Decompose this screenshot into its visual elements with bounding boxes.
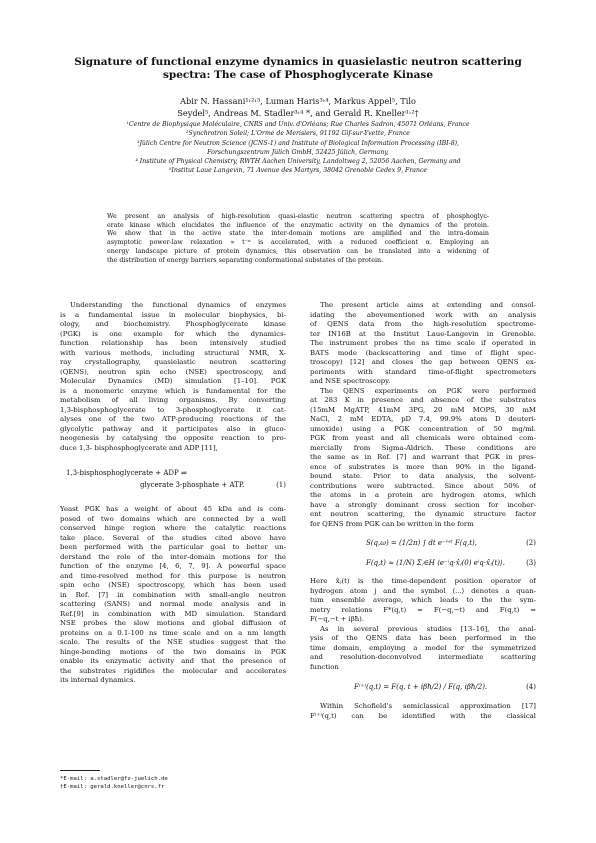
equation-line <box>60 479 286 491</box>
text-line: The QENS experiments on PGK were performed <box>320 386 536 395</box>
text-line: ence of substrates is more than 90% in the ligand- <box>310 462 536 471</box>
equation-1 <box>60 467 286 491</box>
body-paragraph-5 <box>310 702 536 721</box>
text-line: is a fundamental issue in molecular biophysics, bi- <box>60 310 286 319</box>
affiliation: ¹Centre de Biophysique Moléculaire, CNRS and Univ. d'Orléans; Rue Charles Sadron, 45071 Orléans, France <box>126 121 470 128</box>
text-line: the atoms in a protein are hydrogen atoms, which <box>310 491 536 499</box>
text-line: derstand the role of the inter-domain motions for the <box>60 552 286 561</box>
text-line: Within Schofield's semiclassical approximation [17] <box>320 702 536 710</box>
equation-number: (3) <box>526 559 536 567</box>
text-line: of QENS data from the high-resolution spectrome- <box>310 320 536 328</box>
text-line: NSE probes the slow motions and global diffusion of <box>60 619 286 627</box>
body-paragraph-3 <box>310 577 536 625</box>
text-line: ray crystallography, quasielastic neutron scattering <box>60 358 286 366</box>
text-line: time domain, employing a model for the symmetrized <box>310 643 536 652</box>
equation-2 <box>310 533 536 553</box>
affiliation-list <box>60 120 536 176</box>
text-line: ysis of the QENS data has been performed in the <box>310 634 536 642</box>
left-column <box>60 301 286 686</box>
equation-text: 1,3-bisphosphoglycerate + ADP ⇌ <box>66 469 187 477</box>
text-line: PGK from yeast and all chemicals were obtained com- <box>310 434 536 442</box>
footnote-rule <box>60 770 100 771</box>
affiliation: ²Synchrotron Soleil; L'Orme de Merisiers, 91192 Gif-sur-Yvette, France <box>186 130 410 138</box>
text-line: F(−q,−t + iβħ). <box>310 615 365 623</box>
abstract-line: asymptotic power-law relaxation ∝ t⁻ᵅ is accelerated, with a reduced coefficient α. Employing an <box>107 239 489 247</box>
abstract-line: erate kinase which elucidates the influence of the enzymatic activity on the dynamics of the protein. <box>107 221 489 229</box>
equation-text: F⁽⁺⁾(q,t) = F(q, t + iβħ/2) / F(q, iβħ/2). <box>354 683 488 691</box>
affiliation: ⁴ Institute of Physical Chemistry, RWTH Aachen University, Landoltweg 2, 52056 Aachen, Germany and <box>135 158 461 166</box>
footnote-email[interactable]: *E-mail: a.stadler@fz-juelich.de <box>60 776 168 782</box>
equation-text: S(q,ω) = (1/2π) ∫ dt e⁻ⁱʷᵗ F(q,t), <box>366 539 477 547</box>
equation-line <box>60 467 286 479</box>
footnotes <box>60 775 286 791</box>
text-line: enable its enzymatic activity and that the presence of <box>60 657 286 665</box>
title-line-2: spectra: The case of Phosphoglycerate Kinase <box>162 69 434 81</box>
text-line: Yeast PGK has a weight of about 45 kDa and is com- <box>60 505 286 513</box>
text-line: (15mM MgATP, 41mM 3PG, 20 mM MOPS, 30 mM <box>310 405 536 414</box>
abstract-line: energy landscape picture of protein dynamics, this observation can be translated into a widening of <box>107 247 489 255</box>
abstract-line: We show that in the active state the inter-domain motions are amplified and the intra-domain <box>107 230 489 238</box>
abstract <box>107 213 489 265</box>
text-line: conserved hinge region where the catalytic reactions <box>60 524 286 532</box>
text-line: posed of two domains which are connected by a well <box>60 514 286 523</box>
authors-line-1: Abir N. Hassani¹˒²˒³, Luman Haris³˒⁴, Markus Appel⁵, Tilo <box>180 96 416 106</box>
equation-number: (4) <box>526 683 536 691</box>
text-line: (QENS), neutron spin echo (NSE) spectroscopy, and <box>60 367 286 376</box>
text-line: scattering (SANS) and normal mode analysis and in <box>60 600 286 608</box>
text-line: ter IN16B at the Institut Laue-Langevin in Grenoble. <box>310 329 536 338</box>
text-line: BATS mode (backscattering and time of flight spec- <box>310 348 536 357</box>
text-line: function relationship has been intensively studied <box>60 339 286 347</box>
text-line: As in several previous studies [13–16], the anal- <box>320 624 536 633</box>
text-line: bound state. Prior to data analysis, the solvent- <box>310 472 536 480</box>
text-line: the substrates rigidifies the molecular and accelerates <box>60 666 286 675</box>
footnote-email[interactable]: †E-mail: gerald.kneller@cnrs.fr <box>60 784 165 790</box>
affiliation: ³Jülich Centre for Neutron Science (JCNS-1) and Institute of Biological Information Processing (IBI-8), <box>136 139 460 147</box>
text-line: with various methods, including structural NMR, X- <box>60 348 286 357</box>
text-line: contributions were subtracted. Since about 50% of <box>310 481 536 490</box>
body-paragraph-2 <box>310 387 536 530</box>
text-line: neogenesis by catalysing the opposite reaction to pro- <box>60 434 286 442</box>
authors-line-2: Seydel⁵, Andreas M. Stadler³˒⁴ *, and Gerald R. Kneller¹˒²† <box>177 107 419 118</box>
text-line: periments with standard time-of-flight spectrometers <box>310 367 536 376</box>
text-line: spin echo (NSE) spectroscopy, which has been used <box>60 581 286 589</box>
text-line: and resolution-deconvolved intermediate scattering <box>310 653 536 661</box>
text-line: at 283 K in presence and absence of the substrates <box>310 396 536 404</box>
text-line: F⁽⁺⁾(q,t) can be identified with the classical <box>310 711 536 720</box>
abstract-line: We present an analysis of high-resolution quasi-elastic neutron scattering spectra of phosphoglyc- <box>107 213 489 220</box>
equation-3 <box>310 553 536 573</box>
text-line: hydrogen atom j and the symbol ⟨...⟩ denotes a quan- <box>310 586 536 595</box>
text-line: NaCl, 2 mM EDTA, pD 7.4, 99.9% atom D deuteri- <box>310 415 536 423</box>
text-line: 1,3-bisphosphoglycerate to 3-phosphoglycerate it cat- <box>60 405 286 414</box>
text-line: alyses one of the two ATP-producing reactions of the <box>60 415 286 423</box>
affiliation: Forschungszentrum Jülich GmbH, 52425 Jülich, Germany, <box>207 148 389 156</box>
text-line: The instrument probes the ns time scale if operated in <box>310 339 536 347</box>
text-line: idating the abovementioned work with an analysis <box>310 310 536 319</box>
body-paragraph-1 <box>310 301 536 387</box>
text-line: Molecular Dynamics (MD) simulation [1–10]. PGK <box>60 377 286 385</box>
text-line: Ref.[9] in combination with MD simulation. Standard <box>60 609 286 618</box>
text-line: metabolism of all living organisms. By converting <box>60 396 286 404</box>
right-column <box>310 301 536 721</box>
author-list <box>70 96 526 119</box>
equation-number: (1) <box>276 481 286 489</box>
text-line: in Ref. [7] in combination with small-angle neutron <box>60 590 286 599</box>
text-line: The present article aims at extending and consol- <box>320 301 536 309</box>
body-paragraph-4 <box>310 625 536 673</box>
text-line: mercially from Sigma-Aldrich. These conditions are <box>310 443 536 452</box>
text-line: function <box>310 662 339 671</box>
intro-paragraph-1 <box>60 301 286 453</box>
text-line: take place. Several of the studies cited above have <box>60 533 286 542</box>
text-line: for QENS from PGK can be written in the form <box>310 519 474 528</box>
equation-number: (2) <box>526 539 536 547</box>
equation-text: glycerate 3-phosphate + ATP. <box>140 481 245 489</box>
text-line: hinge-bending motions of the two domains in PGK <box>60 647 286 656</box>
text-line: glycolytic pathway and it participates also in gluco- <box>60 424 286 433</box>
text-line: have a strongly dominant cross section for incoher- <box>310 500 536 509</box>
text-line: Here x̂ⱼ(t) is the time-dependent position operator of <box>310 577 536 585</box>
text-line: troscopy) [12] and closes the gap between QENS ex- <box>310 358 536 366</box>
text-line: tum ensemble average, which leads to the the sym- <box>310 596 536 604</box>
text-line: is a monomeric enzyme which is fundamental for the <box>60 386 286 395</box>
text-line: ology, and biochemistry. Phosphoglycerate kinase <box>60 320 286 328</box>
text-line: and time-resolved method for this purpose is neutron <box>60 571 286 580</box>
title-line-1: Signature of functional enzyme dynamics in quasielastic neutron scattering <box>74 56 522 68</box>
equation-4 <box>310 676 536 698</box>
text-line: been performed with the particular goal to better un- <box>60 543 286 551</box>
text-line: its internal dynamics. <box>60 676 136 684</box>
text-line: the same as in Ref. [7] and warrant that PGK in pres- <box>310 453 536 461</box>
text-line: duce 1,3- bisphosphoglycerate and ADP [11], <box>60 443 218 452</box>
paper-title <box>60 56 536 82</box>
text-line: Understanding the functional dynamics of enzymes <box>70 301 286 309</box>
abstract-line: the distribution of energy barriers separating conformational substates of the protein. <box>107 256 384 264</box>
text-line: umoxide) using a PGK concentration of 50 mg/ml. <box>310 424 536 433</box>
affiliation: ⁵Institut Laue Langevin, 71 Avenue des Martyrs, 38042 Grenoble Cedex 9, France <box>168 167 428 175</box>
text-line: (PGK) is one example for which the dynamics- <box>60 329 286 338</box>
text-line: function of the enzyme [4, 6, 7, 9]. A powerful space <box>60 562 286 570</box>
intro-paragraph-2 <box>60 505 286 686</box>
text-line: ent neutron scattering, the dynamic structure factor <box>310 510 536 518</box>
text-line: proteins on a 0.1-100 ns time scale and on a nm length <box>60 628 286 637</box>
text-line: and NSE spectroscopy. <box>310 377 391 385</box>
equation-text: F(q,t) ≈ (1/N) Σⱼ∈H ⟨e⁻ⁱq·x̂ⱼ(0) eⁱq·x̂ⱼ(t)⟩. <box>366 559 505 567</box>
text-line: scale. The results of the NSE studies suggest that the <box>60 638 286 646</box>
text-line: metry relations F*(q,t) = F(−q,−t) and F(q,t) = <box>310 605 536 614</box>
